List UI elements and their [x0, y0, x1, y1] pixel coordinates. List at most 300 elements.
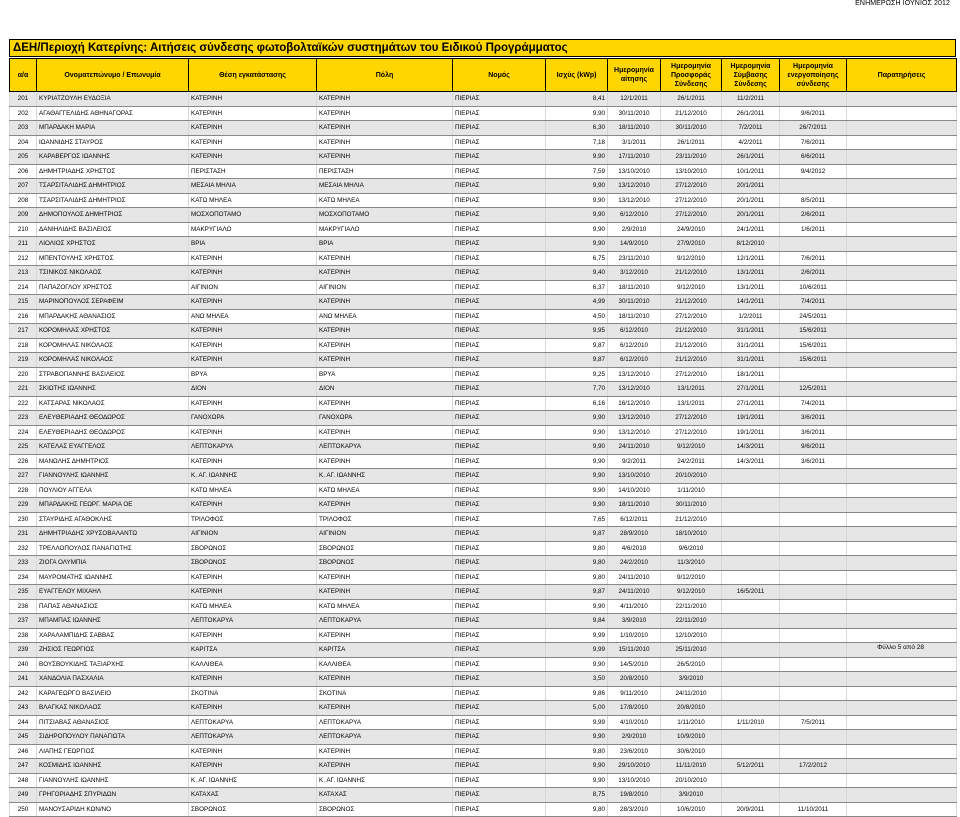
cell-power: 9,80	[546, 556, 608, 571]
cell-activation-date: 17/2/2012	[780, 759, 847, 774]
cell-prefecture: ΠΙΕΡΙΑΣ	[453, 135, 546, 150]
cell-offer-date: 21/12/2010	[661, 512, 722, 527]
cell-name: ΜΠΕΝΤΟΥΛΗΣ ΧΡΗΣΤΟΣ	[37, 251, 189, 266]
cell-remarks	[847, 396, 957, 411]
cell-contract-date: 19/1/2011	[722, 411, 780, 426]
cell-name: ΜΑΥΡΟΜΑΤΗΣ ΙΩΑΝΝΗΣ	[37, 570, 189, 585]
cell-power: 8,41	[546, 92, 608, 107]
cell-remarks	[847, 280, 957, 295]
cell-contract-date	[722, 469, 780, 484]
cell-aa: 245	[10, 730, 37, 745]
cell-location: ΚΑΤΕΡΙΝΗ	[189, 628, 317, 643]
cell-name: ΒΛΑΓΚΑΣ ΝΙΚΟΛΑΟΣ	[37, 701, 189, 716]
cell-prefecture: ΠΙΕΡΙΑΣ	[453, 367, 546, 382]
cell-application-date: 6/12/2010	[608, 338, 661, 353]
cell-location: ΠΕΡΙΣΤΑΣΗ	[189, 164, 317, 179]
cell-activation-date: 1/6/2011	[780, 222, 847, 237]
cell-prefecture: ΠΙΕΡΙΑΣ	[453, 396, 546, 411]
cell-application-date: 4/6/2010	[608, 541, 661, 556]
cell-location: ΚΑΤΕΡΙΝΗ	[189, 92, 317, 107]
cell-application-date: 17/11/2010	[608, 150, 661, 165]
cell-remarks	[847, 251, 957, 266]
cell-name: ΣΙΔΗΡΟΠΟΥΛΟΥ ΠΑΝΑΓΙΩΤΑ	[37, 730, 189, 745]
cell-activation-date	[780, 570, 847, 585]
cell-contract-date	[722, 570, 780, 585]
table-row	[10, 295, 957, 310]
cell-aa: 223	[10, 411, 37, 426]
cell-location: Κ. ΑΓ. ΙΩΑΝΝΗΣ	[189, 773, 317, 788]
cell-location: ΚΑΤΩ ΜΗΛΕΑ	[189, 483, 317, 498]
cell-offer-date: 9/12/2010	[661, 280, 722, 295]
cell-city: ΔΙΟΝ	[317, 382, 453, 397]
cell-location: ΑΙΓΙΝΙΟΝ	[189, 280, 317, 295]
cell-city: ΚΑΤΕΡΙΝΗ	[317, 396, 453, 411]
cell-location: ΔΙΟΝ	[189, 382, 317, 397]
cell-contract-date: 26/1/2011	[722, 106, 780, 121]
cell-location: ΑΙΓΙΝΙΟΝ	[189, 527, 317, 542]
cell-city: ΚΑΤΕΡΙΝΗ	[317, 338, 453, 353]
cell-remarks	[847, 324, 957, 339]
cell-application-date: 16/12/2010	[608, 396, 661, 411]
cell-activation-date	[780, 701, 847, 716]
cell-prefecture: ΠΙΕΡΙΑΣ	[453, 425, 546, 440]
cell-offer-date: 27/12/2010	[661, 425, 722, 440]
cell-aa: 235	[10, 585, 37, 600]
cell-offer-date: 9/6/2010	[661, 541, 722, 556]
col-header-application-date: Ημερομηνία αίτησης	[608, 59, 661, 92]
cell-aa: 231	[10, 527, 37, 542]
cell-application-date: 12/1/2011	[608, 92, 661, 107]
cell-offer-date: 21/12/2010	[661, 106, 722, 121]
cell-offer-date: 27/12/2010	[661, 179, 722, 194]
table-row	[10, 469, 957, 484]
cell-city: Κ. ΑΓ. ΙΩΑΝΝΗΣ	[317, 469, 453, 484]
cell-power: 5,00	[546, 701, 608, 716]
cell-prefecture: ΠΙΕΡΙΑΣ	[453, 208, 546, 223]
cell-aa: 242	[10, 686, 37, 701]
cell-location: ΚΑΤΩ ΜΗΛΕΑ	[189, 193, 317, 208]
cell-aa: 240	[10, 657, 37, 672]
cell-city: ΜΟΣΧΟΠΟΤΑΜΟ	[317, 208, 453, 223]
cell-city: ΑΝΩ ΜΗΛΕΑ	[317, 309, 453, 324]
table-row	[10, 106, 957, 121]
cell-offer-date: 25/11/2010	[661, 643, 722, 658]
cell-application-date: 13/12/2010	[608, 193, 661, 208]
cell-offer-date: 24/2/2011	[661, 454, 722, 469]
cell-name: ΓΙΑΝΝΟΥΛΗΣ ΙΩΑΝΝΗΣ	[37, 773, 189, 788]
cell-offer-date: 21/12/2010	[661, 295, 722, 310]
cell-city: ΚΑΤΕΡΙΝΗ	[317, 106, 453, 121]
cell-remarks	[847, 382, 957, 397]
cell-remarks	[847, 164, 957, 179]
cell-contract-date	[722, 483, 780, 498]
cell-offer-date: 26/1/2011	[661, 92, 722, 107]
cell-city: ΑΙΓΙΝΙΟΝ	[317, 280, 453, 295]
cell-remarks	[847, 715, 957, 730]
cell-prefecture: ΠΙΕΡΙΑΣ	[453, 570, 546, 585]
col-header-remarks: Παρατηρήσεις	[847, 59, 957, 92]
cell-activation-date	[780, 672, 847, 687]
table-row	[10, 266, 957, 281]
cell-remarks	[847, 599, 957, 614]
cell-name: ΤΣΙΝΙΚΟΣ ΝΙΚΟΛΑΟΣ	[37, 266, 189, 281]
cell-offer-date: 9/12/2010	[661, 570, 722, 585]
col-header-city: Πόλη	[317, 59, 453, 92]
cell-aa: 215	[10, 295, 37, 310]
table-row	[10, 643, 957, 658]
cell-name: ΚΑΡΑΓΕΩΡΓΟ ΒΑΣΙΛΕΙΟ	[37, 686, 189, 701]
cell-power: 9,80	[546, 541, 608, 556]
cell-power: 9,87	[546, 353, 608, 368]
cell-activation-date	[780, 367, 847, 382]
cell-activation-date: 7/5/2011	[780, 715, 847, 730]
cell-contract-date: 26/1/2011	[722, 150, 780, 165]
cell-contract-date: 8/12/2010	[722, 237, 780, 252]
cell-offer-date: 21/12/2010	[661, 266, 722, 281]
cell-offer-date: 26/5/2010	[661, 657, 722, 672]
cell-prefecture: ΠΙΕΡΙΑΣ	[453, 338, 546, 353]
cell-application-date: 28/9/2010	[608, 527, 661, 542]
cell-activation-date: 10/6/2011	[780, 280, 847, 295]
cell-prefecture: ΠΙΕΡΙΑΣ	[453, 454, 546, 469]
cell-application-date: 13/12/2010	[608, 425, 661, 440]
cell-city: ΚΑΤΑΧΑΣ	[317, 788, 453, 803]
cell-city: ΚΑΤΕΡΙΝΗ	[317, 135, 453, 150]
cell-remarks	[847, 295, 957, 310]
cell-name: ΛΙΟΛΙΟΣ ΧΡΗΣΤΟΣ	[37, 237, 189, 252]
cell-activation-date: 12/5/2011	[780, 382, 847, 397]
cell-city: ΚΑΤΕΡΙΝΗ	[317, 353, 453, 368]
cell-name: ΠΟΥΛΙΟΥ ΑΓΓΕΛΑ	[37, 483, 189, 498]
cell-power: 9,90	[546, 425, 608, 440]
cell-city: ΚΑΤΕΡΙΝΗ	[317, 251, 453, 266]
cell-prefecture: ΠΙΕΡΙΑΣ	[453, 469, 546, 484]
cell-remarks	[847, 498, 957, 513]
cell-prefecture: ΠΙΕΡΙΑΣ	[453, 715, 546, 730]
cell-city: ΚΑΤΕΡΙΝΗ	[317, 628, 453, 643]
cell-city: ΛΕΠΤΟΚΑΡΥΑ	[317, 730, 453, 745]
cell-prefecture: ΠΙΕΡΙΑΣ	[453, 280, 546, 295]
cell-activation-date	[780, 512, 847, 527]
cell-power: 9,90	[546, 759, 608, 774]
cell-name: ΙΩΑΝΝΙΔΗΣ ΣΤΑΥΡΟΣ	[37, 135, 189, 150]
cell-aa: 218	[10, 338, 37, 353]
cell-power: 9,90	[546, 440, 608, 455]
cell-location: ΚΑΤΕΡΙΝΗ	[189, 425, 317, 440]
cell-offer-date: 13/10/2010	[661, 164, 722, 179]
cell-contract-date	[722, 788, 780, 803]
cell-offer-date: 27/12/2010	[661, 208, 722, 223]
cell-application-date: 13/12/2010	[608, 179, 661, 194]
cell-remarks	[847, 802, 957, 817]
page-title: ΔΕΗ/Περιοχή Κατερίνης: Αιτήσεις σύνδεσης φωτοβολταϊκών συστημάτων του Ειδικού Προγράμματος	[9, 39, 956, 57]
cell-name: ΜΠΑΡΔΑΚΗ ΜΑΡΙΑ	[37, 121, 189, 136]
cell-offer-date: 21/12/2010	[661, 338, 722, 353]
cell-power: 6,37	[546, 280, 608, 295]
cell-application-date: 6/12/2010	[608, 324, 661, 339]
cell-city: ΚΑΤΕΡΙΝΗ	[317, 701, 453, 716]
cell-location: ΛΕΠΤΟΚΑΡΥΑ	[189, 440, 317, 455]
cell-application-date: 2/9/2010	[608, 222, 661, 237]
cell-power: 7,65	[546, 512, 608, 527]
cell-remarks	[847, 773, 957, 788]
cell-offer-date: 18/10/2010	[661, 527, 722, 542]
cell-activation-date: 7/4/2011	[780, 295, 847, 310]
cell-location: ΣΒΟΡΩΝΟΣ	[189, 556, 317, 571]
col-header-activation-date: Ημερομηνία ενεργοποίησης σύνδεσης	[780, 59, 847, 92]
cell-remarks	[847, 106, 957, 121]
cell-application-date: 13/10/2010	[608, 164, 661, 179]
cell-application-date: 2/9/2010	[608, 730, 661, 745]
cell-application-date: 6/12/2011	[608, 512, 661, 527]
cell-name: ΔΗΜΗΤΡΙΑΔΗΣ ΧΡΥΣΟΒΑΛΑΝΤΩ	[37, 527, 189, 542]
cell-activation-date	[780, 237, 847, 252]
cell-name: ΛΙΑΠΗΣ ΓΕΩΡΓΙΟΣ	[37, 744, 189, 759]
cell-contract-date	[722, 701, 780, 716]
cell-application-date: 15/11/2010	[608, 643, 661, 658]
cell-name: ΕΛΕΥΘΕΡΙΑΔΗΣ ΘΕΟΔΩΡΟΣ	[37, 411, 189, 426]
cell-activation-date	[780, 686, 847, 701]
cell-activation-date	[780, 483, 847, 498]
col-header-power: Ισχύς (kWp)	[546, 59, 608, 92]
cell-contract-date	[722, 672, 780, 687]
cell-name: ΣΤΡΑΒΟΠΑΝΝΗΣ ΒΑΣΙΛΕΙΟΣ	[37, 367, 189, 382]
cell-city: ΚΑΤΕΡΙΝΗ	[317, 295, 453, 310]
cell-offer-date: 20/10/2010	[661, 773, 722, 788]
cell-activation-date: 9/6/2011	[780, 440, 847, 455]
cell-remarks	[847, 121, 957, 136]
cell-power: 9,25	[546, 367, 608, 382]
cell-contract-date: 11/2/2011	[722, 92, 780, 107]
applications-table	[9, 58, 957, 817]
cell-contract-date	[722, 498, 780, 513]
cell-prefecture: ΠΙΕΡΙΑΣ	[453, 788, 546, 803]
cell-aa: 232	[10, 541, 37, 556]
cell-offer-date: 27/12/2010	[661, 309, 722, 324]
table-row	[10, 164, 957, 179]
cell-aa: 205	[10, 150, 37, 165]
cell-application-date: 18/11/2010	[608, 498, 661, 513]
cell-location: ΚΑΤΕΡΙΝΗ	[189, 121, 317, 136]
cell-location: ΚΑΤΕΡΙΝΗ	[189, 324, 317, 339]
cell-aa: 241	[10, 672, 37, 687]
cell-prefecture: ΠΙΕΡΙΑΣ	[453, 121, 546, 136]
cell-city: ΠΕΡΙΣΤΑΣΗ	[317, 164, 453, 179]
cell-activation-date	[780, 614, 847, 629]
cell-aa: 229	[10, 498, 37, 513]
cell-activation-date	[780, 599, 847, 614]
cell-name: ΠΑΠΑΖΟΓΛΟΥ ΧΡΗΣΤΟΣ	[37, 280, 189, 295]
cell-aa: 210	[10, 222, 37, 237]
cell-contract-date: 27/1/2011	[722, 382, 780, 397]
cell-activation-date	[780, 773, 847, 788]
cell-name: ΜΠΑΜΠΑΣ ΙΩΑΝΝΗΣ	[37, 614, 189, 629]
cell-power: 9,90	[546, 773, 608, 788]
table-row	[10, 251, 957, 266]
cell-name: ΤΡΕΛΛΟΠΟΥΛΟΣ ΠΑΝΑΓΙΩΤΗΣ	[37, 541, 189, 556]
cell-prefecture: ΠΙΕΡΙΑΣ	[453, 179, 546, 194]
cell-remarks	[847, 150, 957, 165]
cell-aa: 219	[10, 353, 37, 368]
cell-application-date: 18/11/2010	[608, 309, 661, 324]
cell-application-date: 23/6/2010	[608, 744, 661, 759]
cell-name: ΚΟΣΜΙΔΗΣ ΙΩΑΝΝΗΣ	[37, 759, 189, 774]
cell-aa: 227	[10, 469, 37, 484]
cell-remarks	[847, 309, 957, 324]
cell-prefecture: ΠΙΕΡΙΑΣ	[453, 759, 546, 774]
cell-power: 6,16	[546, 396, 608, 411]
table-body	[10, 92, 957, 817]
cell-application-date: 24/11/2010	[608, 440, 661, 455]
cell-activation-date	[780, 469, 847, 484]
cell-aa: 236	[10, 599, 37, 614]
cell-location: ΚΑΤΕΡΙΝΗ	[189, 396, 317, 411]
cell-remarks	[847, 672, 957, 687]
cell-power: 6,75	[546, 251, 608, 266]
cell-city: ΚΑΤΕΡΙΝΗ	[317, 266, 453, 281]
cell-aa: 246	[10, 744, 37, 759]
cell-application-date: 18/11/2010	[608, 121, 661, 136]
cell-location: ΜΕΣΑΙΑ ΜΗΛΙΑ	[189, 179, 317, 194]
table-row	[10, 556, 957, 571]
cell-application-date: 4/10/2010	[608, 715, 661, 730]
cell-activation-date	[780, 628, 847, 643]
cell-power: 9,90	[546, 193, 608, 208]
cell-prefecture: ΠΙΕΡΙΑΣ	[453, 541, 546, 556]
cell-power: 9,80	[546, 744, 608, 759]
cell-contract-date: 27/1/2011	[722, 396, 780, 411]
cell-location: ΚΑΛΛΙΘΕΑ	[189, 657, 317, 672]
cell-activation-date	[780, 788, 847, 803]
cell-offer-date: 11/11/2010	[661, 759, 722, 774]
cell-city: ΚΑΤΕΡΙΝΗ	[317, 425, 453, 440]
cell-aa: 250	[10, 802, 37, 817]
table-row	[10, 382, 957, 397]
cell-name: ΓΙΑΝΝΟΥΛΗΣ ΙΩΑΝΝΗΣ	[37, 469, 189, 484]
cell-prefecture: ΠΙΕΡΙΑΣ	[453, 773, 546, 788]
cell-prefecture: ΠΙΕΡΙΑΣ	[453, 556, 546, 571]
cell-location: ΚΑΡΙΤΣΑ	[189, 643, 317, 658]
cell-offer-date: 13/1/2011	[661, 382, 722, 397]
cell-prefecture: ΠΙΕΡΙΑΣ	[453, 730, 546, 745]
cell-offer-date: 10/9/2010	[661, 730, 722, 745]
cell-aa: 204	[10, 135, 37, 150]
cell-city: ΚΑΤΕΡΙΝΗ	[317, 759, 453, 774]
table-row	[10, 527, 957, 542]
cell-name: ΒΟΥΣΒΟΥΚΙΔΗΣ ΤΑΞΙΑΡΧΗΣ	[37, 657, 189, 672]
table-row	[10, 193, 957, 208]
table-row	[10, 802, 957, 817]
cell-remarks	[847, 744, 957, 759]
cell-aa: 206	[10, 164, 37, 179]
cell-city: ΓΑΝΟΧΩΡΑ	[317, 411, 453, 426]
cell-aa: 233	[10, 556, 37, 571]
table-row	[10, 730, 957, 745]
cell-application-date: 17/8/2010	[608, 701, 661, 716]
table-row	[10, 773, 957, 788]
cell-remarks	[847, 135, 957, 150]
table-row	[10, 672, 957, 687]
cell-name: ΜΑΝΟΥΣΑΡΙΔΗ ΚΩΝ/ΝΟ	[37, 802, 189, 817]
cell-contract-date	[722, 657, 780, 672]
cell-remarks	[847, 469, 957, 484]
cell-offer-date: 10/6/2010	[661, 802, 722, 817]
cell-offer-date: 23/11/2010	[661, 150, 722, 165]
cell-aa: 248	[10, 773, 37, 788]
cell-offer-date: 13/1/2011	[661, 396, 722, 411]
cell-aa: 221	[10, 382, 37, 397]
table-row	[10, 599, 957, 614]
cell-power: 9,80	[546, 570, 608, 585]
cell-location: ΣΚΟΤΙΝΑ	[189, 686, 317, 701]
cell-location: ΚΑΤΕΡΙΝΗ	[189, 295, 317, 310]
cell-name: ΚΟΡΟΜΗΛΑΣ ΝΙΚΟΛΑΟΣ	[37, 338, 189, 353]
cell-remarks	[847, 657, 957, 672]
cell-application-date: 3/9/2010	[608, 614, 661, 629]
cell-contract-date: 10/1/2011	[722, 164, 780, 179]
cell-contract-date: 31/1/2011	[722, 338, 780, 353]
cell-power: 9,80	[546, 802, 608, 817]
cell-aa: 214	[10, 280, 37, 295]
cell-name: ΤΣΑΡΣΙΤΑΛΙΔΗΣ ΔΗΜΗΤΡΙΟΣ	[37, 179, 189, 194]
cell-prefecture: ΠΙΕΡΙΑΣ	[453, 498, 546, 513]
cell-location: ΚΑΤΕΡΙΝΗ	[189, 266, 317, 281]
cell-location: ΚΑΤΕΡΙΝΗ	[189, 106, 317, 121]
cell-power: 9,84	[546, 614, 608, 629]
cell-offer-date: 27/12/2010	[661, 411, 722, 426]
cell-remarks	[847, 208, 957, 223]
cell-power: 9,87	[546, 585, 608, 600]
table-row	[10, 628, 957, 643]
cell-remarks	[847, 237, 957, 252]
cell-city: ΒΡΙΑ	[317, 237, 453, 252]
cell-contract-date: 1/11/2010	[722, 715, 780, 730]
cell-location: ΛΕΠΤΟΚΑΡΥΑ	[189, 614, 317, 629]
cell-aa: 213	[10, 266, 37, 281]
cell-remarks	[847, 759, 957, 774]
cell-name: ΜΠΑΡΔΑΚΗΣ ΑΘΑΝΑΣΙΟΣ	[37, 309, 189, 324]
cell-aa: 203	[10, 121, 37, 136]
cell-application-date: 18/11/2010	[608, 280, 661, 295]
cell-application-date: 30/11/2010	[608, 106, 661, 121]
cell-application-date: 1/10/2010	[608, 628, 661, 643]
cell-power: 9,87	[546, 338, 608, 353]
cell-location: ΚΑΤΩ ΜΗΛΕΑ	[189, 599, 317, 614]
cell-location: ΚΑΤΕΡΙΝΗ	[189, 338, 317, 353]
cell-offer-date: 1/11/2010	[661, 483, 722, 498]
cell-contract-date: 13/1/2011	[722, 266, 780, 281]
table-row	[10, 425, 957, 440]
cell-remarks	[847, 730, 957, 745]
cell-offer-date: 27/12/2010	[661, 193, 722, 208]
cell-offer-date: 22/11/2010	[661, 599, 722, 614]
cell-application-date: 30/11/2010	[608, 295, 661, 310]
cell-prefecture: ΠΙΕΡΙΑΣ	[453, 599, 546, 614]
cell-location: ΛΕΠΤΟΚΑΡΥΑ	[189, 730, 317, 745]
cell-activation-date: 9/4/2012	[780, 164, 847, 179]
cell-city: ΛΕΠΤΟΚΑΡΥΑ	[317, 440, 453, 455]
table-header-row	[10, 59, 957, 92]
cell-city: ΤΡΙΛΟΦΟΣ	[317, 512, 453, 527]
cell-location: ΛΕΠΤΟΚΑΡΥΑ	[189, 715, 317, 730]
cell-power: 8,75	[546, 788, 608, 803]
cell-contract-date: 1/2/2011	[722, 309, 780, 324]
cell-city: ΚΑΤΕΡΙΝΗ	[317, 454, 453, 469]
cell-city: ΚΑΤΕΡΙΝΗ	[317, 150, 453, 165]
cell-remarks	[847, 556, 957, 571]
cell-offer-date: 3/9/2010	[661, 672, 722, 687]
cell-name: ΚΑΤΣΑΡΑΣ ΝΙΚΟΛΑΟΣ	[37, 396, 189, 411]
